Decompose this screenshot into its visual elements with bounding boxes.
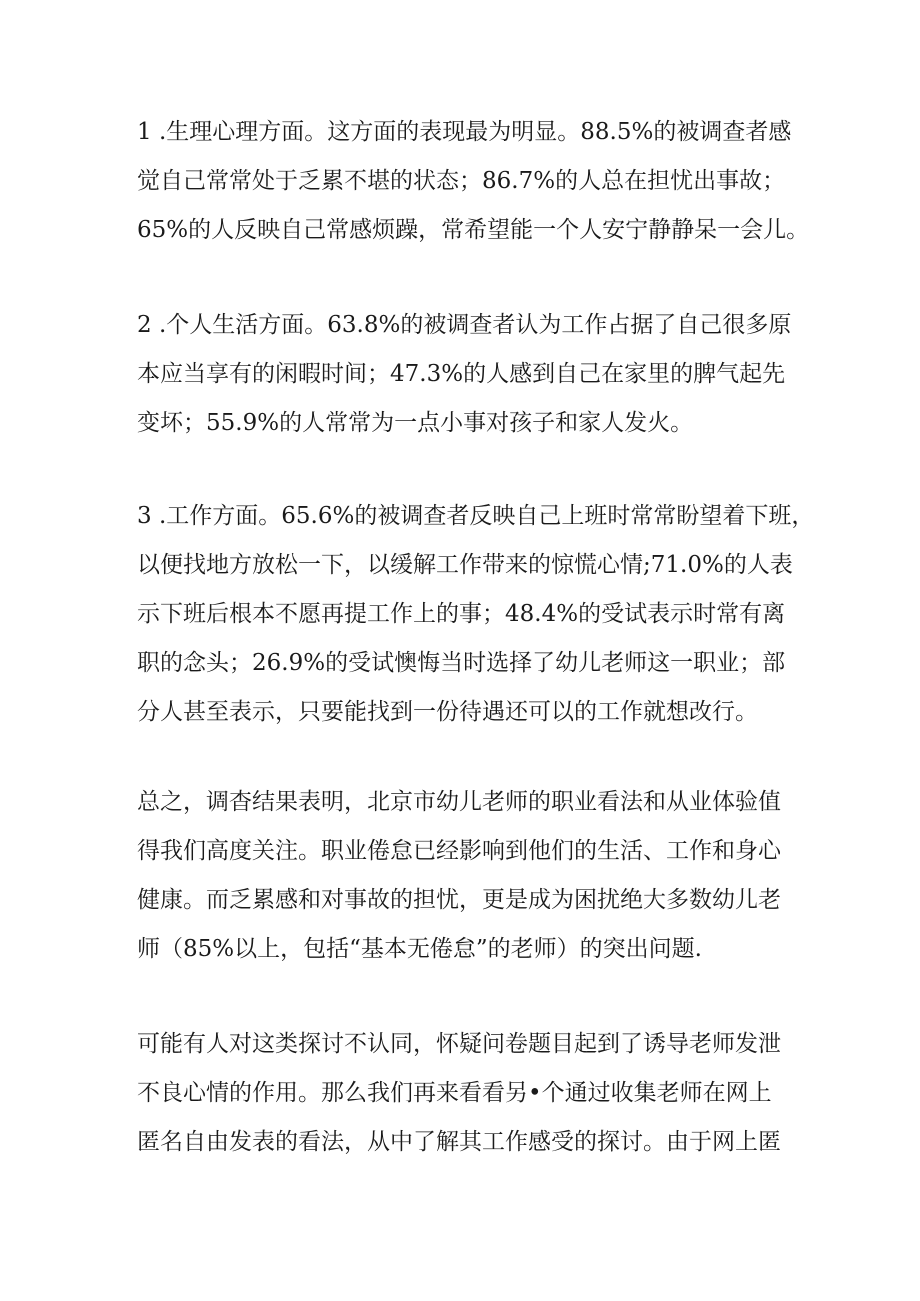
text-line: 分人甚至表示，只要能找到一份待遇还可以的工作就想改行。 <box>137 699 758 725</box>
paragraph-online-study <box>137 1020 797 1167</box>
paragraph-physiological-psychological <box>137 108 810 255</box>
text-line: 师（85%以上，包括“基本无倦怠”的老师）的突出问题. <box>137 936 702 962</box>
text-line: 匿名自由发表的看法，从中了解其工作感受的探讨。由于网上匿 <box>137 1129 781 1155</box>
paragraph-summary <box>137 778 797 974</box>
text-line: 65%的人反映自己常感烦躁，常希望能一个人安宁静静呆一会儿。 <box>137 217 810 243</box>
text-line: 觉自己常常处于乏累不堪的状态；86.7%的人总在担忧出事故； <box>137 168 786 194</box>
text-line: 以便找地方放松一下，以缓解工作带来的惊慌心情;71.0%的人表 <box>137 552 793 578</box>
text-line: 总之，调杳结果表明，北京市幼儿老师的职业看法和从业体验值 <box>137 789 781 815</box>
text-line: 可能有人对这类探讨不认同，怀疑问卷题目起到了诱导老师发泄 <box>137 1031 781 1057</box>
paragraph-work <box>137 492 815 737</box>
text-line: 职的念头；26.9%的受试懊悔当时选择了幼儿老师这一职业；部 <box>137 650 786 676</box>
text-line: 本应当享有的闲暇时间；47.3%的人感到自己在家里的脾气起先 <box>137 361 786 387</box>
text-line: 示下班后根本不愿再提工作上的事；48.4%的受试表示时常有离 <box>137 601 786 627</box>
text-line: 变坏；55.9%的人常常为一点小事对孩子和家人发火。 <box>137 410 694 436</box>
paragraph-personal-life <box>137 301 797 448</box>
text-line: 2 .个人生活方面。63.8%的被调查者认为工作占据了自己很多原 <box>137 312 792 338</box>
text-line: 不良心情的作用。那么我们再来看看另•个通过收集老师在网上 <box>137 1080 772 1106</box>
text-line: 健康。而乏累感和对事故的担忧，更是成为困扰绝大多数幼儿老 <box>137 887 781 913</box>
text-line: 3 .工作方面。65.6%的被调查者反映自己上班时常常盼望着下班， <box>137 503 815 529</box>
text-line: 得我们高度关注。职业倦怠已经影响到他们的生活、工作和身心 <box>137 838 781 864</box>
text-line: 1 .生理心理方面。这方面的表现最为明显。88.5%的被调查者感 <box>137 119 792 145</box>
